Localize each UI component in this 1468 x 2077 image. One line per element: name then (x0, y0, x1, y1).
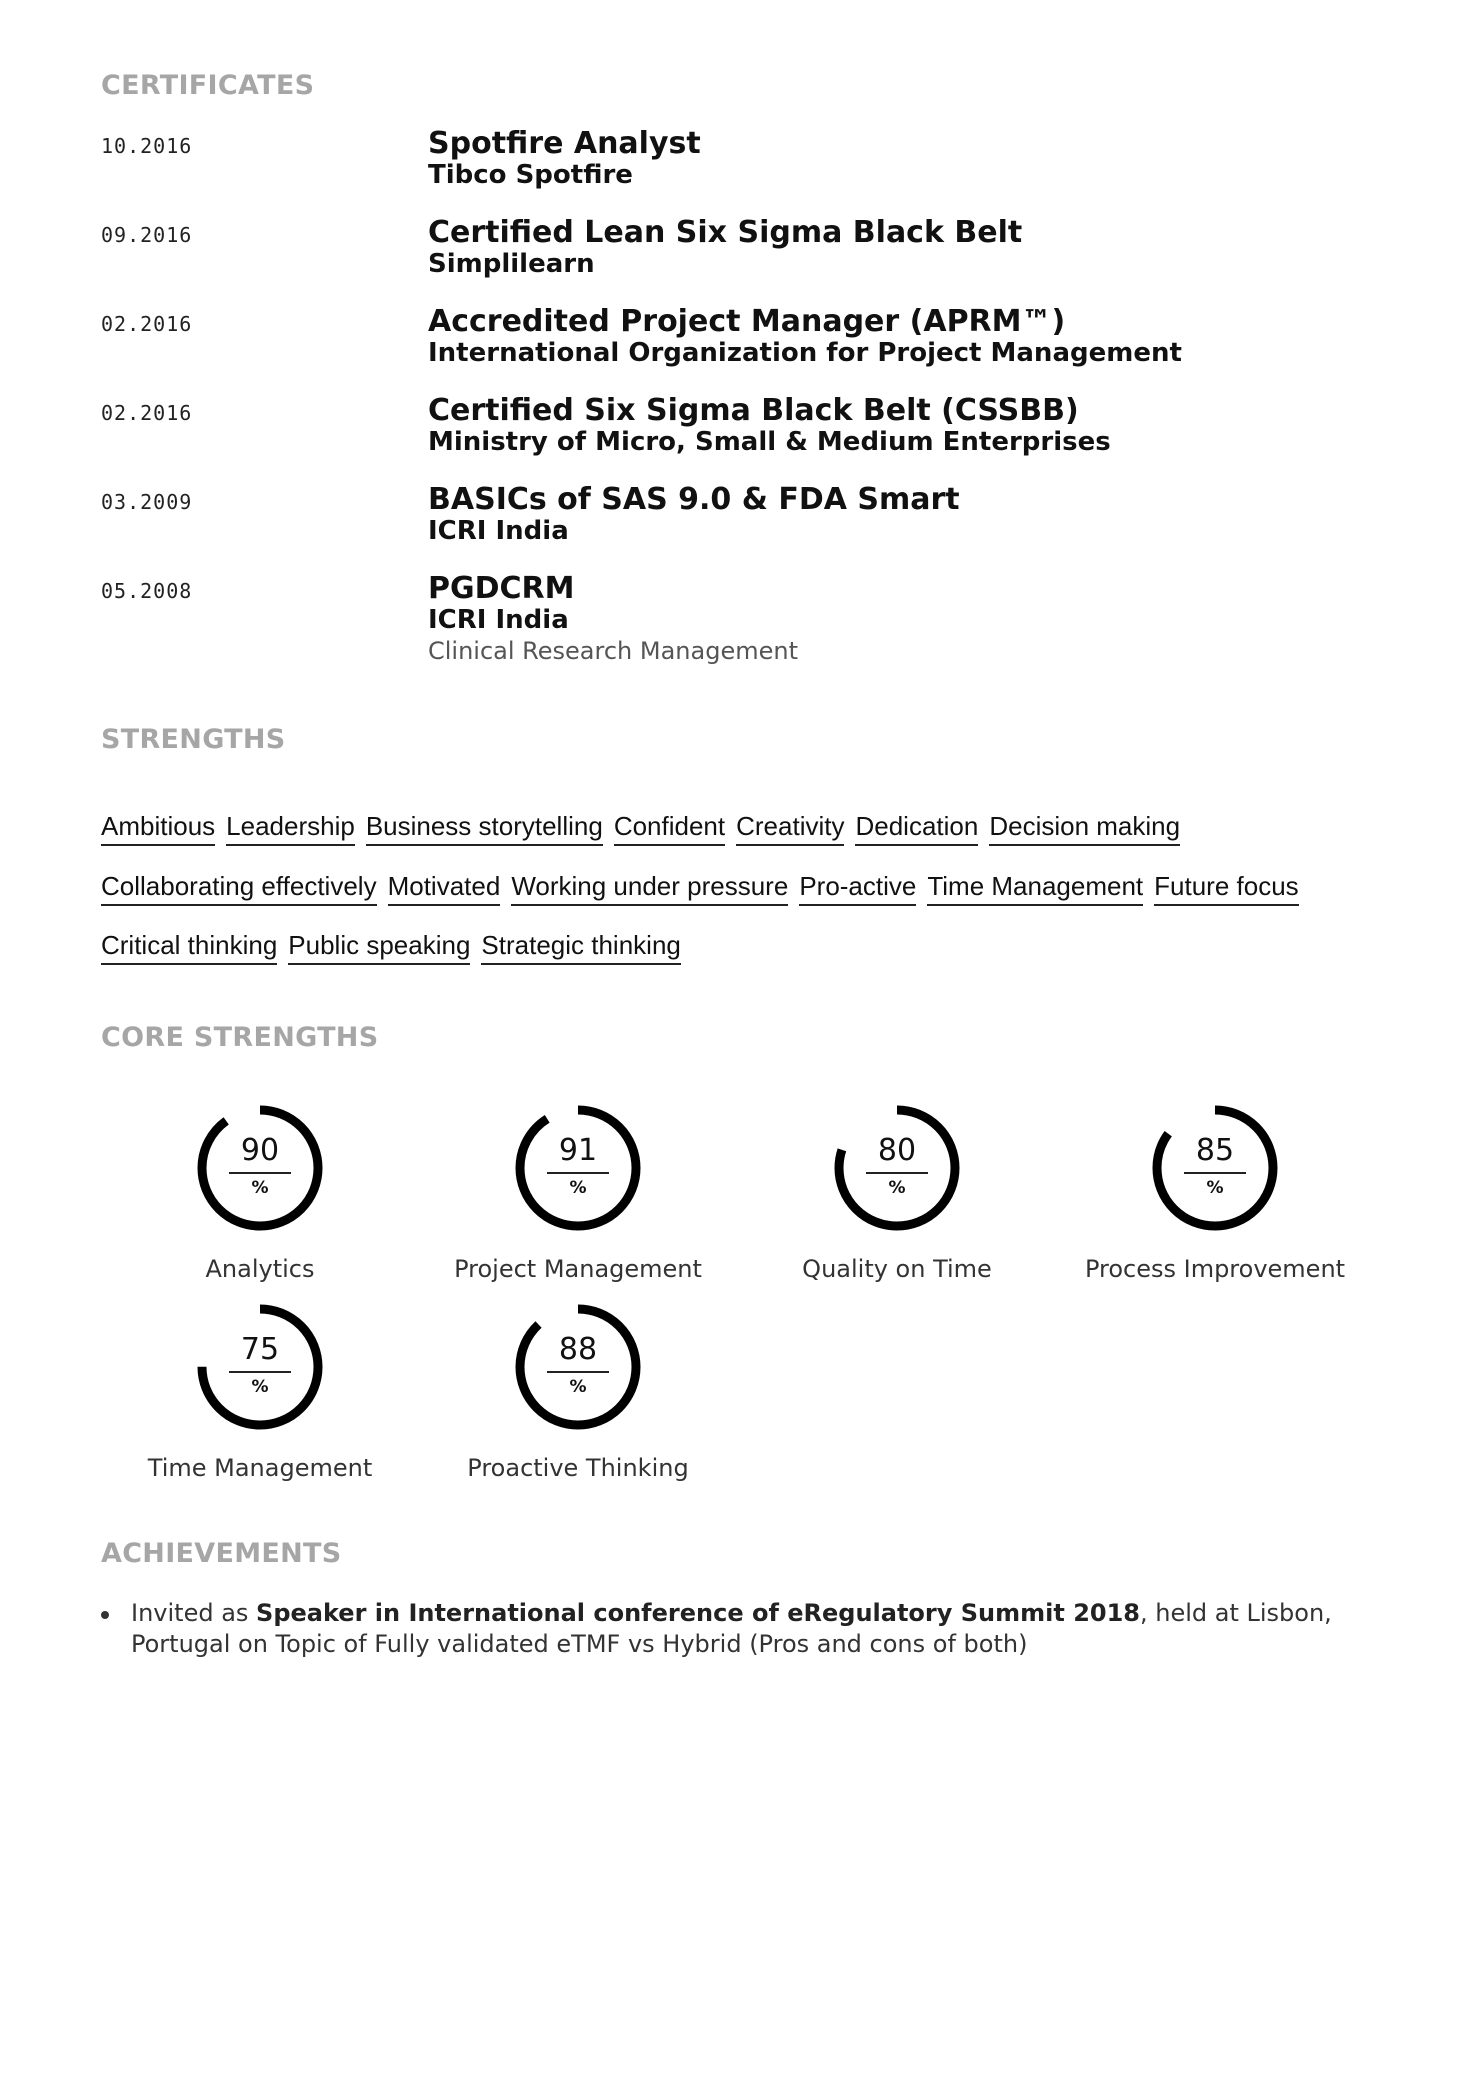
certificate-issuer: Tibco Spotfire (428, 160, 633, 190)
certificate-title: Certified Six Sigma Black Belt (CSSBB) (428, 393, 1079, 428)
core-strength-label: Time Management (147, 1454, 373, 1482)
core-strength-label: Project Management (454, 1255, 702, 1283)
core-strength-label: Proactive Thinking (467, 1454, 689, 1482)
certificate-body (428, 306, 1388, 368)
certificate-date: 02.2016 (101, 401, 193, 425)
strengths-row (101, 931, 681, 965)
certificate-issuer: ICRI India (428, 605, 569, 635)
divider (547, 1371, 609, 1373)
certificate-date: 02.2016 (101, 312, 193, 336)
percent-symbol: % (888, 1178, 906, 1198)
divider (1184, 1172, 1246, 1174)
strength-tag: Dedication (855, 812, 978, 846)
achievement-prefix: Invited as (131, 1599, 257, 1627)
achievement-highlight: Speaker in International conference of eRegulatory Summit 2018 (256, 1599, 1140, 1627)
strength-tag: Ambitious (101, 812, 215, 846)
progress-ring (1151, 1104, 1279, 1232)
certificate-title: BASICs of SAS 9.0 & FDA Smart (428, 482, 960, 517)
core-strength-value: 91 (558, 1133, 598, 1168)
strength-tag: Confident (614, 812, 725, 846)
progress-ring (196, 1104, 324, 1232)
certificate-title: Spotfire Analyst (428, 126, 701, 161)
strength-tag: Collaborating effectively (101, 872, 377, 906)
strength-tag: Creativity (736, 812, 844, 846)
percent-symbol: % (251, 1377, 269, 1397)
core-strength-value: 75 (240, 1332, 280, 1367)
core-strength-value: 80 (877, 1133, 917, 1168)
certificate-body (428, 484, 1388, 546)
strength-tag: Pro-active (799, 872, 916, 906)
strength-tag: Strategic thinking (481, 931, 680, 965)
progress-ring-arc (520, 1309, 636, 1425)
strengths-heading: STRENGTHS (101, 724, 286, 755)
core-strength-item (100, 1303, 420, 1493)
core-strength-item (418, 1104, 738, 1294)
achievements-heading: ACHIEVEMENTS (101, 1538, 342, 1569)
strength-tag: Time Management (927, 872, 1143, 906)
core-strength-item (737, 1104, 1057, 1294)
progress-ring (833, 1104, 961, 1232)
divider (547, 1172, 609, 1174)
certificate-title: Certified Lean Six Sigma Black Belt (428, 215, 1023, 250)
certificate-body (428, 128, 1388, 190)
core-strength-label: Analytics (205, 1255, 315, 1283)
progress-ring (514, 1104, 642, 1232)
certificate-date: 05.2008 (101, 579, 193, 603)
strength-tag: Future focus (1154, 872, 1299, 906)
certificate-note: Clinical Research Management (428, 637, 798, 665)
strengths-row (101, 872, 1299, 906)
certificate-date: 03.2009 (101, 490, 193, 514)
certificate-title: PGDCRM (428, 571, 575, 606)
percent-symbol: % (1206, 1178, 1224, 1198)
core-strength-value: 85 (1195, 1133, 1235, 1168)
progress-ring (514, 1303, 642, 1431)
strength-tag: Public speaking (288, 931, 470, 965)
divider (229, 1172, 291, 1174)
certificate-issuer: Ministry of Micro, Small & Medium Enterprises (428, 427, 1111, 457)
core-strength-item (100, 1104, 420, 1294)
certificate-body (428, 217, 1388, 279)
core-strength-label: Process Improvement (1084, 1255, 1346, 1283)
strength-tag: Leadership (226, 812, 355, 846)
certificate-title: Accredited Project Manager (APRM™) (428, 304, 1066, 339)
core-strength-label: Quality on Time (802, 1255, 992, 1283)
progress-ring (196, 1303, 324, 1431)
core-strengths-heading: CORE STRENGTHS (101, 1022, 379, 1053)
certificates-heading: CERTIFICATES (101, 70, 315, 101)
strengths-row (101, 812, 1180, 846)
core-strength-value: 88 (558, 1332, 598, 1367)
certificate-body (428, 395, 1388, 457)
achievement-text (131, 1598, 1391, 1660)
percent-symbol: % (569, 1377, 587, 1397)
divider (866, 1172, 928, 1174)
strength-tag: Decision making (989, 812, 1180, 846)
strength-tag: Working under pressure (511, 872, 788, 906)
achievement-item (101, 1598, 1391, 1660)
strength-tag: Motivated (388, 872, 501, 906)
certificate-date: 09.2016 (101, 223, 193, 247)
divider (229, 1371, 291, 1373)
bullet-icon (101, 1611, 109, 1619)
achievement-suffix: , held at Lisbon, Portugal on Topic of Fully validated eTMF vs Hybrid (Pros and cons of both) (131, 1599, 1332, 1658)
certificate-issuer: International Organization for Project Management (428, 338, 1182, 368)
progress-ring-arc (520, 1110, 636, 1226)
percent-symbol: % (569, 1178, 587, 1198)
certificate-issuer: Simplilearn (428, 249, 595, 279)
core-strength-item (418, 1303, 738, 1493)
core-strength-value: 90 (240, 1133, 280, 1168)
certificate-issuer: ICRI India (428, 516, 569, 546)
strength-tag: Critical thinking (101, 931, 277, 965)
percent-symbol: % (251, 1178, 269, 1198)
certificate-body (428, 573, 1388, 667)
progress-ring-arc (202, 1110, 318, 1226)
strength-tag: Business storytelling (366, 812, 603, 846)
certificate-date: 10.2016 (101, 134, 193, 158)
core-strength-item (1055, 1104, 1375, 1294)
